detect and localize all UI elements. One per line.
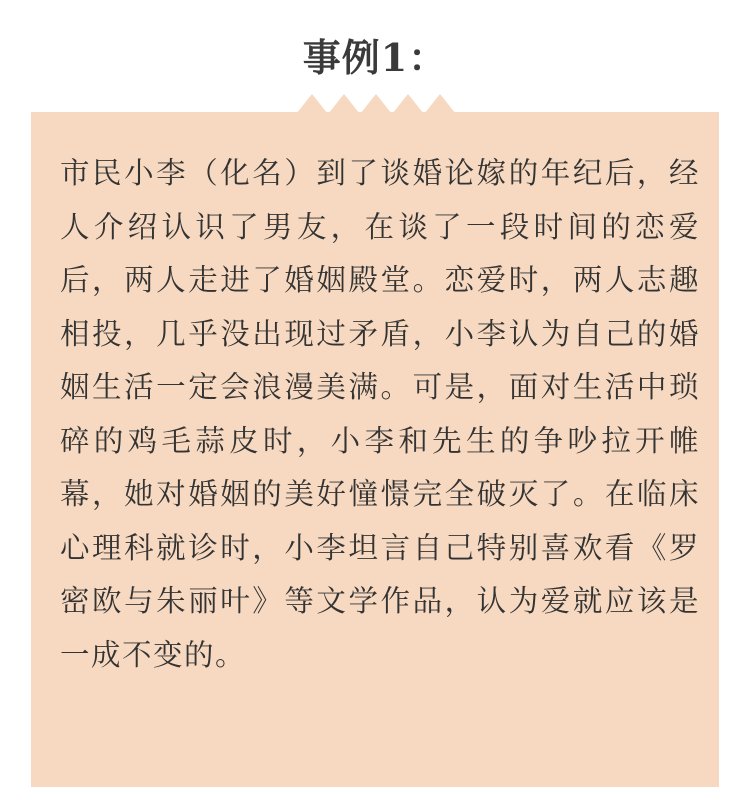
case-body-text: 市民小李（化名）到了谈婚论嫁的年纪后，经人介绍认识了男友，在谈了一段时间的恋爱后，两人走进了婚姻殿堂。恋爱时，两人志趣相投，几乎没出现过矛盾，小李认为自己的婚姻生活一定会浪漫美满。可是，面对生活中琐碎的鸡毛蒜皮时，小李和先生的争吵拉开帷幕，她对婚姻的美好憧憬完全破灭了。在临床心理科就诊时，小李坦言自己特别喜欢看《罗密欧与朱丽叶》等文学作品，认为爱就应该是一成不变的。: [60, 156, 700, 672]
zigzag-tab-decoration: [296, 88, 456, 114]
case-title: 事例1：: [302, 35, 448, 80]
